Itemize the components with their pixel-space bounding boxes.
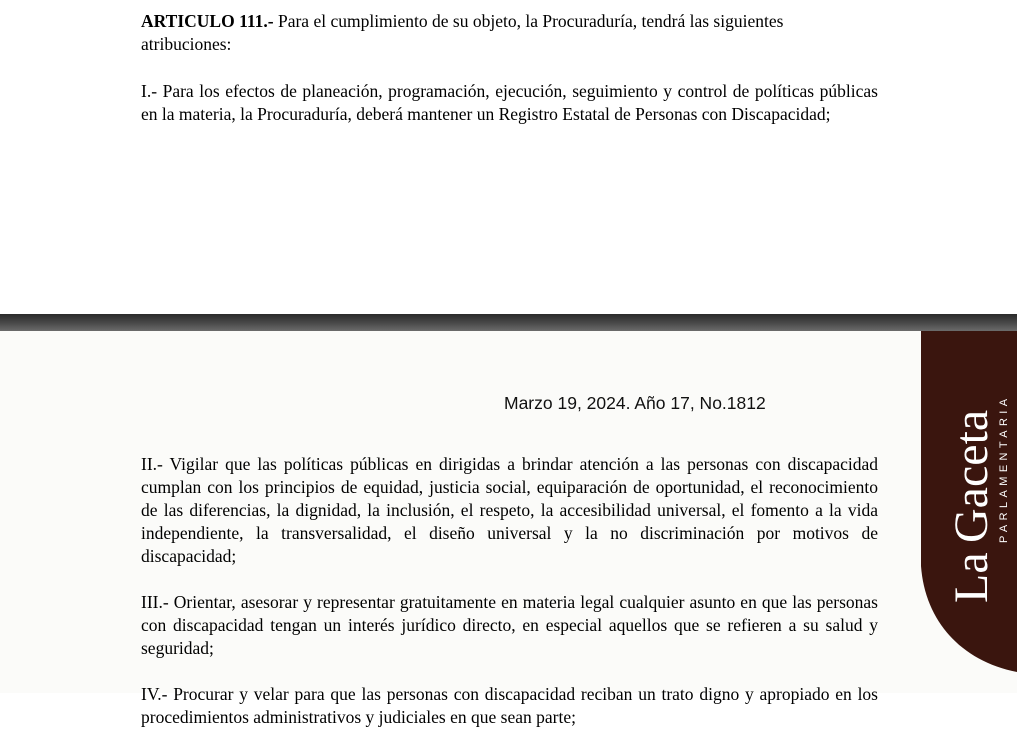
logo-word-la: La	[945, 552, 998, 603]
gaceta-parlamentaria-logo	[921, 331, 1017, 672]
article-text: Para el cumplimiento de su objeto, la Procuraduría, tendrá las siguientes atribuciones:	[141, 11, 784, 54]
logo-word-parlamentaria: PARLAMENTARIA	[998, 394, 1010, 543]
logo-word-gaceta: Gaceta	[945, 409, 998, 543]
page-separator	[0, 314, 1017, 331]
paragraph-fraction-i: I.- Para los efectos de planeación, programación, ejecución, seguimiento y control de políticas públicas en la materia, la Procuraduría, deberá mantener un Registro Estatal de Personas con Discapacidad;	[141, 81, 878, 124]
paragraph-fraction-iii: III.- Orientar, asesorar y representar gratuitamente en materia legal cualquier asunto en que las personas con discapacidad tengan un interés jurídico directo, en especial aquellos que se refieren a su salud y seguridad;	[141, 592, 878, 658]
article-title: ARTICULO 111.-	[141, 11, 274, 31]
paragraph-fraction-iv: IV.- Procurar y velar para que las personas con discapacidad reciban un trato digno y apropiado en los procedimientos administrativos y judiciales en que sean parte;	[141, 684, 878, 727]
paragraph-fraction-ii: II.- Vigilar que las políticas públicas en dirigidas a brindar atención a las personas con discapacidad cumplan con los principios de equidad, justicia social, equiparación de oportunidad, el reconocimiento de las diferencias, la dignidad, la inclusión, el respeto, la accesibilidad universal, el fomento a la vida independiente, la transversalidad, el diseño universal y la no discriminación por motivos de discapacidad;	[141, 454, 878, 566]
page-top-fragment	[0, 0, 1017, 314]
article-heading	[141, 10, 878, 56]
issue-header: Marzo 19, 2024. Año 17, No.1812	[504, 393, 766, 413]
